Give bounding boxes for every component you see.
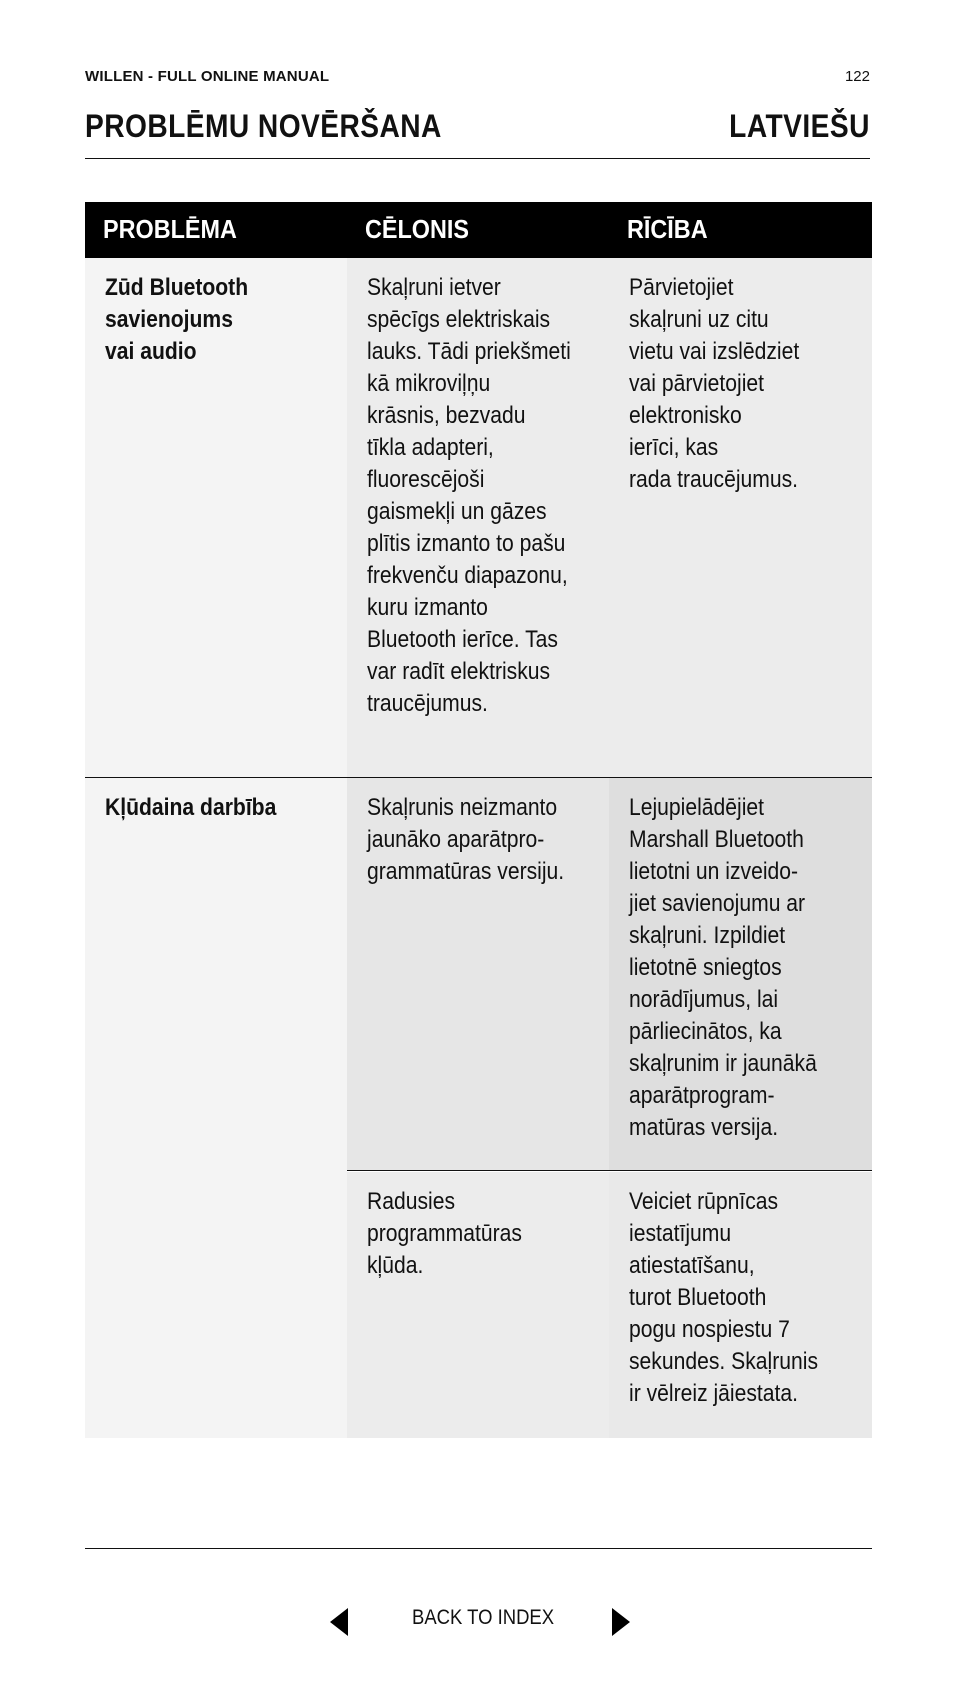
- column-header-action: RĪCĪBA: [627, 214, 708, 244]
- footer-divider: [85, 1548, 872, 1549]
- problem-text: Kļūdaina darbība: [105, 794, 277, 821]
- action-text: Lejupielādējiet Marshall Bluetooth lietotni un izveido- jiet savienojumu ar skaļruni. Izpildiet lietotnē sniegtos norādījumus, lai pārliecinātos, ka skaļrunim ir jaunākā aparātprogram- matūras versija.: [629, 794, 817, 1141]
- table-cell-problem: [85, 778, 347, 1438]
- triangle-left-icon[interactable]: [330, 1608, 348, 1636]
- cause-text: Radusies programmatūras kļūda.: [367, 1188, 522, 1279]
- action-text: Pārvietojiet skaļruni uz citu vietu vai izslēdziet vai pārvietojiet elektronisko ierīci, kas rada traucējumus.: [629, 274, 800, 493]
- action-text: Veiciet rūpnīcas iestatījumu atiestatīšanu, turot Bluetooth pogu nospiestu 7 sekundes. Skaļrunis ir vēlreiz jāiestata.: [629, 1188, 819, 1407]
- manual-title: WILLEN - FULL ONLINE MANUAL: [85, 68, 330, 85]
- troubleshooting-table: [85, 202, 872, 258]
- cause-text: Skaļruni ietver spēcīgs elektriskais lauks. Tādi priekšmeti kā mikroviļņu krāsnis, bezvadu tīkla adapteri, fluorescējoši gaismekļi un gāzes plītis izmanto to pašu frekvenču diapazonu, kuru izmanto Bluetooth ierīce. Tas var radīt elektriskus traucējumus.: [367, 274, 571, 717]
- page-header: [85, 106, 870, 159]
- language-label: LATVIEŠU: [729, 108, 870, 144]
- table-cell-problem: [85, 258, 347, 778]
- cause-text: Skaļrunis neizmanto jaunāko aparātpro- grammatūras versiju.: [367, 794, 565, 885]
- page-number: 122: [844, 68, 870, 85]
- footer-navigation: [0, 1606, 954, 1636]
- back-to-index-link[interactable]: BACK TO INDEX: [412, 1606, 555, 1629]
- table-header-row: [85, 202, 872, 258]
- table-cell-cause: [347, 1172, 609, 1438]
- table-cell-action: [609, 778, 872, 1170]
- table-cell-cause: [347, 778, 609, 1170]
- table-cell-cause: [347, 258, 609, 778]
- column-header-cause: CĒLONIS: [365, 214, 470, 244]
- table-cell-action: [609, 258, 872, 778]
- problem-text: Zūd Bluetooth savienojums vai audio: [105, 274, 249, 365]
- section-title: PROBLĒMU NOVĒRŠANA: [85, 108, 442, 144]
- top-bar: [85, 68, 870, 90]
- triangle-right-icon[interactable]: [612, 1608, 630, 1636]
- table-cell-action: [609, 1172, 872, 1438]
- row-divider: [347, 1170, 872, 1171]
- column-header-problem: PROBLĒMA: [103, 214, 237, 244]
